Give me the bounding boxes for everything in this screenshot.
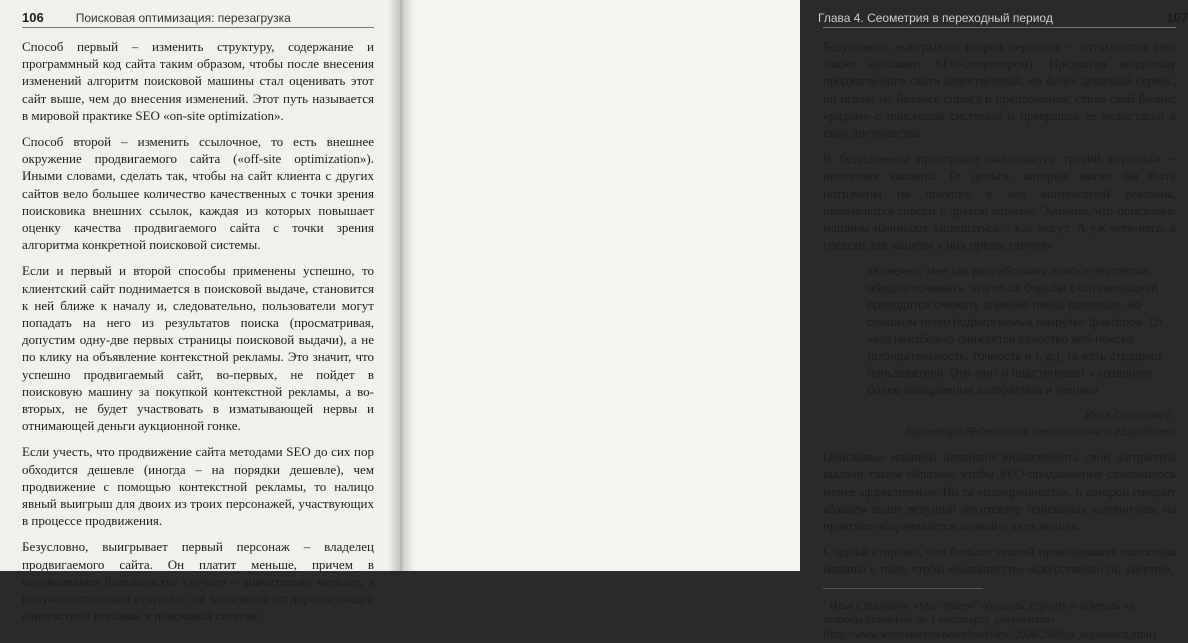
- paragraph: Безусловно, выигрывает второй персонаж – оптимизатор (его также называют SEO-оператором). Предлагая владельцу продвигаемого сайта качественный, но более дешевый сервис, он играет на балансе спроса и предложения, строя свой бизнес «рядом» с поисковой системой и превращая ее недостатки в свои достоинства.: [823, 39, 1176, 141]
- attribution-name-line: Илья Сегалович$^1$,: [1085, 409, 1176, 423]
- right-body-text: [823, 38, 1176, 643]
- right-head-rule: [823, 27, 1176, 28]
- left-page-number: 106: [22, 10, 44, 25]
- attribution-role: директор «Яндекса» по технологиям и разработке: [905, 426, 1176, 439]
- paragraph: Безусловно, выигрывает первый персонаж – владелец продвигаемого сайта. Он платит меньше, причем в подавляющем большинстве случаев – значительно меньше, а получает отличный результат, не зависящий от дорогостоящей контекстной рекламы в поисковой системе.: [22, 539, 374, 624]
- left-page: [0, 0, 398, 624]
- paragraph: Способ второй – изменить ссылочное, то есть внешнее окружение продвигаемого сайта («off-site optimization»). Иными словами, сделать так, чтобы на сайт клиента с других сайтов вело большее количество качественных с точки зрения поисковика внешних ссылок, каждая из которых повышает оценку качества продвигаемого сайта с точки зрения алгоритма конкретной поисковой системы.: [22, 134, 374, 253]
- paragraph: Если и первый и второй способы применены успешно, то клиентский сайт поднимается в поисковой выдаче, становится к ней ближе к началу и, следовательно, пользователи могут попадать на него из результатов поиска (просматривая, допустим одну-две первых страницы поисковой выдачи), а не по клику на объявление контекстной рекламы. Это значит, что успешно продвигаемый сайт, во-первых, не пойдет в поисковую машину за покупкой контекстной рекламы, а во-вторых, не будет участвовать в изматывающей нервы и отнимающей деньги аукционной гонке.: [22, 263, 374, 434]
- footnote-mark: 1: [823, 597, 827, 606]
- attribution-name: Илья Сегалович: [1085, 410, 1170, 423]
- left-head-rule: [22, 27, 374, 28]
- footnote-text: Илья Сегалович: «Мы "умеем" обходить, строить и отвечать на запросы примерно по 1 миллиарду документов» (http://www.webplanet.ru/news/interview/2006/2/6/ilya_segalovich.html).: [823, 599, 1159, 642]
- right-running-title: Глава 4. Сеометрия в переходный период: [818, 11, 1053, 25]
- paragraph: Способ первый – изменить структуру, содержание и программный код сайта таким образом, чтобы после внесения изменений алгоритм поисковой машины стал оценивать этот сайт выше, чем до внесения изменений. Этот путь называется в мировой практике SEO «on-site optimization».: [22, 39, 374, 123]
- right-page-number: 107: [1166, 10, 1188, 25]
- right-running-head: [818, 10, 1188, 25]
- paragraph: В безусловном проигрыше оказывается третий персонаж – поисковая машина. Те деньги, которые могли бы быть потрачены на покупку у нее контекстной рекламы, оказываются совсем в другом кармане. Хорошо, что поисковые машины начинают защищаться – как могут. А уж чего-чего, а средств для защиты у них предостаточно.: [823, 151, 1176, 253]
- paragraph: Поисковые машины начинают видоизменять свои алгоритмы выдачи таким образом, чтобы SEO-продвижение становилось менее эффективным. Но та «изощренность», о которой говорит абзацем выше ведущий архитектор поисковых алгоритмов, на практике оборачивается палкой о двух концах.: [823, 449, 1176, 533]
- block-quote: «Конечно, мне как разработчику поиска чертовски обидно понимать, что из-за борьбы с оптимизацией приходится снижать влияние очень полезных, но слишком легко подвергаемых накрутке факторов. От чего неизбежно снижается качество веб-поиска (избирательность, точность и т. д.), то есть страдают пользователи. Это злит и подстегивает к созданию более изощренных алгоритмов и техник».: [867, 264, 1164, 398]
- paragraph: Если учесть, что продвижение сайта методами SEO до сих пор обходится дешевле (иногда – на порядки дешевле), чем продвижение с помощью контекстной рекламы, то налицо явный выигрыш для двоих из троих персонажей, участвующих в процессе продвижения.: [22, 444, 374, 529]
- footnote: [823, 595, 1176, 643]
- right-page: [398, 0, 1188, 642]
- left-body-text: [22, 38, 374, 634]
- quote-attribution: [823, 405, 1176, 440]
- paragraph: С одной стороны, чем больше усилий прикладывает поисковая машина к тому, чтобы «выщипнуть» искусственно (и, заметим,: [823, 544, 1176, 577]
- left-running-title: Поисковая оптимизация: перезагрузка: [75, 11, 291, 25]
- footnote-ref: 1: [1169, 409, 1173, 417]
- left-running-head: [22, 10, 382, 25]
- footnote-rule: [823, 588, 983, 589]
